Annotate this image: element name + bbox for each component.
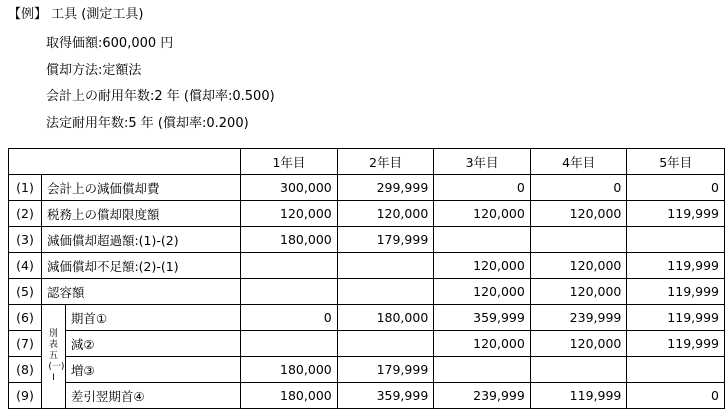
row-label: 会計上の減価償却費 xyxy=(41,175,240,201)
depreciation-table xyxy=(8,148,725,409)
row-index: (6) xyxy=(9,305,42,331)
row-index: (5) xyxy=(9,279,42,305)
cell: 120,000 xyxy=(337,201,434,227)
cell: 119,999 xyxy=(627,201,725,227)
cell xyxy=(530,227,627,253)
row-index: (8) xyxy=(9,357,42,383)
cell: 180,000 xyxy=(241,357,338,383)
cell: 0 xyxy=(530,175,627,201)
cell: 239,999 xyxy=(530,305,627,331)
acquisition-cost: 取得価額:600,000 円 xyxy=(46,36,174,51)
cell: 0 xyxy=(627,175,725,201)
table-row xyxy=(9,305,725,331)
cell: 120,000 xyxy=(434,331,531,357)
cell: 180,000 xyxy=(337,305,434,331)
cell: 0 xyxy=(434,175,531,201)
row-index: (2) xyxy=(9,201,42,227)
table-row xyxy=(9,253,725,279)
cell: 0 xyxy=(241,305,338,331)
cell: 359,999 xyxy=(337,383,434,409)
cell: 119,999 xyxy=(530,383,627,409)
cell xyxy=(434,357,531,383)
header-blank xyxy=(9,149,241,175)
row-index: (9) xyxy=(9,383,42,409)
table-row xyxy=(9,175,725,201)
table-row xyxy=(9,279,725,305)
table-row xyxy=(9,227,725,253)
row-label: 減価償却不足額:(2)-(1) xyxy=(41,253,240,279)
table-row xyxy=(9,201,725,227)
header-year-4: 4年目 xyxy=(530,149,627,175)
cell: 180,000 xyxy=(241,383,338,409)
cell xyxy=(627,357,725,383)
cell: 119,999 xyxy=(627,253,725,279)
cell: 359,999 xyxy=(434,305,531,331)
cell: 120,000 xyxy=(530,253,627,279)
cell xyxy=(337,253,434,279)
header-year-1: 1年目 xyxy=(241,149,338,175)
cell xyxy=(337,279,434,305)
cell: 179,999 xyxy=(337,227,434,253)
cell: 300,000 xyxy=(241,175,338,201)
cell: 239,999 xyxy=(434,383,531,409)
header-year-3: 3年目 xyxy=(434,149,531,175)
row-index: (7) xyxy=(9,331,42,357)
accounting-useful-life: 会計上の耐用年数:2 年 (償却率:0.500) xyxy=(46,89,275,104)
cell: 120,000 xyxy=(434,201,531,227)
row-index: (1) xyxy=(9,175,42,201)
row-label: 減価償却超過額:(1)-(2) xyxy=(41,227,240,253)
cell xyxy=(337,331,434,357)
cell xyxy=(241,279,338,305)
statutory-useful-life: 法定耐用年数:5 年 (償却率:0.200) xyxy=(46,116,249,131)
table-row xyxy=(9,357,725,383)
cell xyxy=(530,357,627,383)
cell: 0 xyxy=(627,383,725,409)
row-label: 認容額 xyxy=(41,279,240,305)
cell: 119,999 xyxy=(627,331,725,357)
cell: 120,000 xyxy=(530,201,627,227)
cell: 179,999 xyxy=(337,357,434,383)
depreciation-method: 償却方法:定額法 xyxy=(46,63,142,78)
cell: 120,000 xyxy=(241,201,338,227)
side-label-cell xyxy=(41,305,65,409)
row-label: 増③ xyxy=(65,357,240,383)
cell xyxy=(627,227,725,253)
cell: 119,999 xyxy=(627,279,725,305)
row-label: 税務上の償却限度額 xyxy=(41,201,240,227)
header-year-5: 5年目 xyxy=(627,149,725,175)
cell: 120,000 xyxy=(434,253,531,279)
cell xyxy=(241,253,338,279)
cell: 120,000 xyxy=(530,331,627,357)
row-label: 期首① xyxy=(65,305,240,331)
header-row xyxy=(9,149,725,175)
cell xyxy=(434,227,531,253)
cell: 119,999 xyxy=(627,305,725,331)
cell: 299,999 xyxy=(337,175,434,201)
cell: 120,000 xyxy=(530,279,627,305)
cell xyxy=(241,331,338,357)
row-label: 減② xyxy=(65,331,240,357)
side-label: 別表五(一)I xyxy=(48,329,65,383)
row-label: 差引翌期首④ xyxy=(65,383,240,409)
row-index: (3) xyxy=(9,227,42,253)
table-row xyxy=(9,331,725,357)
cell: 120,000 xyxy=(434,279,531,305)
cell: 180,000 xyxy=(241,227,338,253)
example-title: 【例】 工具 (測定工具) xyxy=(8,7,144,22)
header-year-2: 2年目 xyxy=(337,149,434,175)
row-index: (4) xyxy=(9,253,42,279)
table-row xyxy=(9,383,725,409)
